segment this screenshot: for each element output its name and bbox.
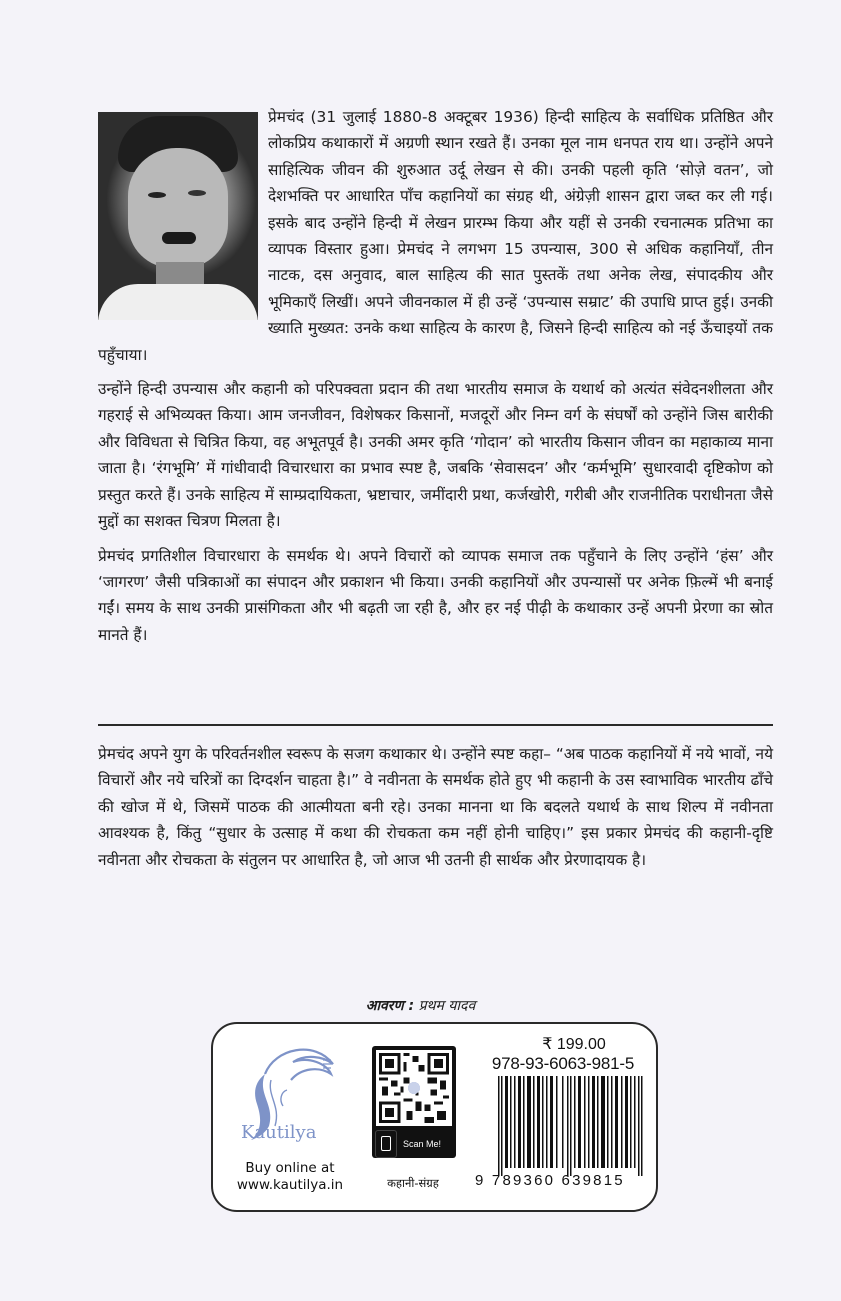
phone-icon xyxy=(375,1130,397,1158)
barcode-icon xyxy=(496,1076,644,1176)
bio-paragraph-1: प्रेमचंद (31 जुलाई 1880-8 अक्टूबर 1936) हिन्दी साहित्य के सर्वाधिक प्रतिष्ठित और लोकप्रिय कथाकारों में अग्रणी स्थान रखते हैं। उनका मूल नाम धनपत राय था। उन्होंने अपने साहित्यिक जीवन की शुरुआत उर्दू लेखन से की। उनकी पहली कृति ‘सोज़े वतन’, जो देशभक्ति पर आधारित पाँच कहानियों का संग्रह थी, अंग्रेज़ी शासन द्वारा जब्त कर ली गई। इसके बाद उन्होंने हिन्दी में लेखन प्रारम्भ किया और यहीं से उनकी रचनात्मक प्रतिभा का व्यापक विस्तार हुआ। प्रेमचंद ने लगभग 15 उपन्यास, 300 से अधिक कहानियाँ, तीन नाटक, दस अनुवाद, बाल साहित्य की सात पुस्तकें तथा अनेक लेख, संपादकीय और भूमिकाएँ लिखीं। अपने जीवनकाल में ही उन्हें ‘उपन्यास सम्राट’ की उपाधि प्राप्त हुई। उनकी ख्याति मुख्यत: उनके कथा साहित्य के कारण है, जिसने हिन्दी साहित्य को नई ऊँचाइयों तक पहुँचाया। xyxy=(98,108,773,364)
buy-online-label: Buy online at xyxy=(245,1160,335,1176)
bio-paragraph-3: प्रेमचंद प्रगतिशील विचारधारा के समर्थक थे। अपने विचारों को व्यापक समाज तक पहुँचाने के लिए उन्होंने ‘हंस’ और ‘जागरण’ जैसी पत्रिकाओं का संपादन और प्रकाशन भी किया। उनकी कहानियों और उपन्यासों पर अनेक फ़िल्में भी बनाई गईं। समय के साथ उनकी प्रासंगिकता और भी बढ़ती जा रही है, और हर नई पीढ़ी के कथाकार उन्हें अपनी प्रेरणा का स्रोत मानते हैं। xyxy=(98,546,773,644)
qr-code[interactable] xyxy=(372,1046,456,1158)
cover-designer-name: प्रथम यादव xyxy=(414,998,476,1014)
book-blurb-section xyxy=(98,741,773,881)
publisher-info-box xyxy=(211,1022,658,1212)
barcode-digits: 9 789360 639815 xyxy=(475,1172,625,1189)
cover-credit-label: आवरण : xyxy=(365,998,415,1014)
section-divider xyxy=(98,724,773,726)
bio-paragraph-2: उन्होंने हिन्दी उपन्यास और कहानी को परिपक्वता प्रदान की तथा भारतीय समाज के यथार्थ को अत्यंत संवेदनशीलता और गहराई से अभिव्यक्त किया। आम जनजीवन, विशेषकर किसानों, मजदूरों और निम्न वर्ग के संघर्षों को उन्होंने जिस बारीकी और विविधता से चित्रित किया, वह अभूतपूर्व है। उनकी अमर कृति ‘गोदान’ को भारतीय किसान जीवन का महाकाव्य माना जाता है। ‘रंगभूमि’ में गांधीवादी विचारधारा का प्रभाव स्पष्ट है, जबकि ‘सेवासदन’ और ‘कर्मभूमि’ सुधारवादी दृष्टिकोण को प्रस्तुत करते हैं। उनके साहित्य में साम्प्रदायिकता, भ्रष्टाचार, जमींदारी प्रथा, कर्जखोरी, गरीबी और राजनीतिक पराधीनता जैसे मुद्दों का सशक्त चित्रण मिलता है। xyxy=(98,380,773,531)
isbn-label: 978-93-6063-981-5 xyxy=(491,1054,635,1073)
price-label: ₹ 199.00 xyxy=(542,1036,606,1053)
genre-label: कहानी-संग्रह xyxy=(387,1176,439,1190)
kautilya-logo-text: Kautilya xyxy=(241,1122,317,1143)
website-link[interactable]: www.kautilya.in xyxy=(236,1177,344,1193)
author-photo xyxy=(98,112,258,320)
qr-code-icon xyxy=(376,1050,452,1126)
blurb-paragraph: प्रेमचंद अपने युग के परिवर्तनशील स्वरूप के सजग कथाकार थे। उन्होंने स्पष्ट कहा– “अब पाठक कहानियों में नये भावों, नये विचारों और नये चरित्रों का दिग्दर्शन चाहता है।” वे नवीनता के समर्थक होते हुए भी कहानी के उस स्वाभाविक भारतीय ढाँचे की खोज में थे, जिसमें पाठक की आत्मीयता बनी रहे। उनका मानना था कि बदलते यथार्थ के साथ शिल्प में नवीनता आवश्यक है, किंतु “सुधार के उत्साह में कथा की रोचकता कम नहीं होनी चाहिए।” इस प्रकार प्रेमचंद की कहानी-दृष्टि नवीनता और रोचकता के संतुलन पर आधारित है, जो आज भी उतनी ही सार्थक और प्रेरणादायक है। xyxy=(98,745,773,869)
cover-credit xyxy=(0,996,841,1015)
scan-me-label: Scan Me! xyxy=(403,1139,442,1149)
author-bio-section xyxy=(98,104,773,656)
buy-online-text xyxy=(225,1160,355,1194)
